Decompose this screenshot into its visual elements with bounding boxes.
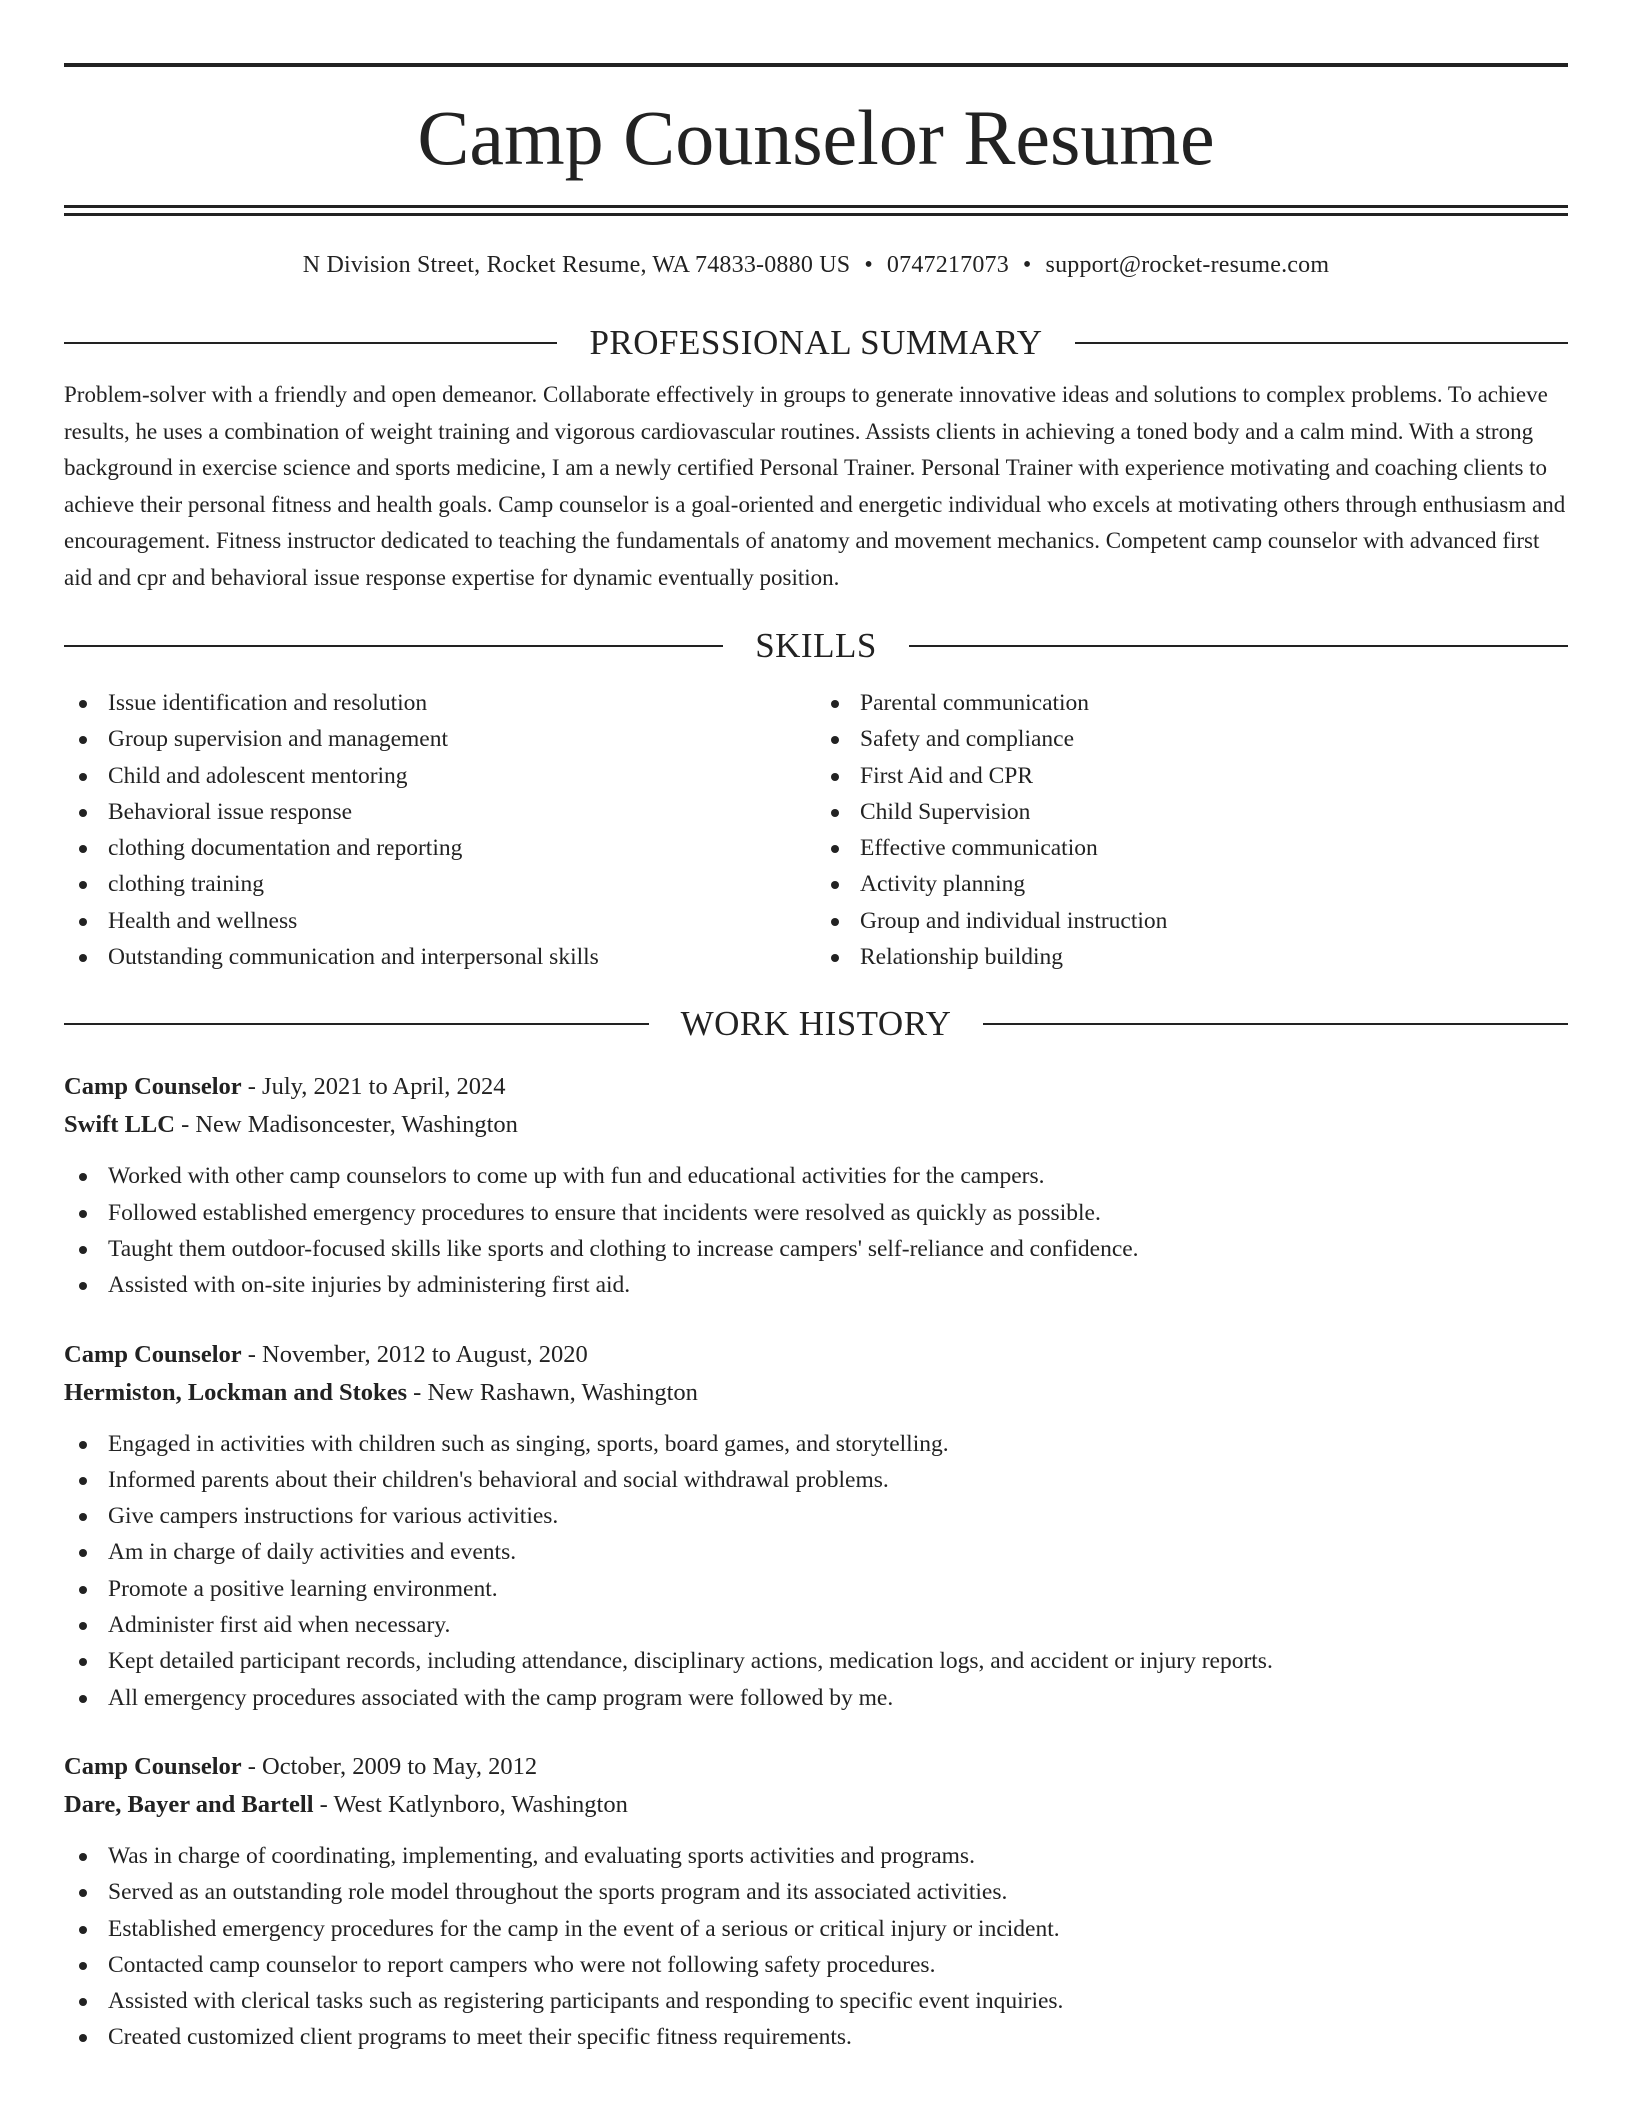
job-bullet: Administer first aid when necessary. <box>64 1607 1568 1643</box>
skill-item: Group supervision and management <box>64 721 816 757</box>
job-company-line <box>64 1106 1568 1144</box>
job-title: Camp Counselor <box>64 1073 242 1101</box>
job-location: - West Katlynboro, Washington <box>313 1790 628 1818</box>
job-title-line <box>64 1336 1568 1374</box>
contact-separator: • <box>1022 252 1032 278</box>
job-bullet: Promote a positive learning environment. <box>64 1571 1568 1607</box>
heading-rule-right <box>1075 342 1568 344</box>
summary-heading <box>64 325 1568 360</box>
job-dates: - October, 2009 to May, 2012 <box>241 1752 538 1780</box>
skill-item: Health and wellness <box>64 903 816 939</box>
skill-item: Effective communication <box>816 830 1568 866</box>
skill-item: Outstanding communication and interpersonal skills <box>64 939 816 975</box>
job-company: Swift LLC <box>64 1111 175 1139</box>
job-bullet: Worked with other camp counselors to come up with fun and educational activities for the campers. <box>64 1158 1568 1194</box>
job-title: Camp Counselor <box>64 1752 242 1780</box>
skills-list-left <box>64 685 816 975</box>
contact-email: support@rocket-resume.com <box>1045 252 1330 278</box>
job-bullet: Informed parents about their children's behavioral and social withdrawal problems. <box>64 1462 1568 1498</box>
skill-item: Parental communication <box>816 685 1568 721</box>
skills-list-right <box>816 685 1568 975</box>
job-bullet: Am in charge of daily activities and events. <box>64 1534 1568 1570</box>
top-rule <box>64 63 1568 67</box>
skill-item: Child Supervision <box>816 794 1568 830</box>
skill-item: Activity planning <box>816 866 1568 902</box>
job-location: - New Madisoncester, Washington <box>174 1111 518 1139</box>
skill-item: Group and individual instruction <box>816 903 1568 939</box>
job-bullets <box>64 1158 1568 1303</box>
heading-rule-left <box>64 342 557 344</box>
job-bullet: Taught them outdoor-focused skills like sports and clothing to increase campers' self-reliance and confidence. <box>64 1231 1568 1267</box>
job-title: Camp Counselor <box>64 1340 242 1368</box>
job-bullet: Engaged in activities with children such as singing, sports, board games, and storytelling. <box>64 1426 1568 1462</box>
heading-rule-right <box>909 645 1568 647</box>
contact-phone: 0747217073 <box>886 252 1009 278</box>
job-company-line <box>64 1786 1568 1824</box>
skill-item: clothing training <box>64 866 816 902</box>
page-title: Camp Counselor Resume <box>417 94 1215 181</box>
job-dates: - November, 2012 to August, 2020 <box>241 1340 588 1368</box>
skill-item: Child and adolescent mentoring <box>64 758 816 794</box>
job-company-line <box>64 1374 1568 1412</box>
job-company: Hermiston, Lockman and Stokes <box>64 1378 408 1406</box>
job-title-line <box>64 1068 1568 1106</box>
job-bullet: Give campers instructions for various activities. <box>64 1498 1568 1534</box>
skills-columns <box>64 685 1568 975</box>
skill-item: clothing documentation and reporting <box>64 830 816 866</box>
skill-item: Relationship building <box>816 939 1568 975</box>
job-bullet: Followed established emergency procedures to ensure that incidents were resolved as quickly as possible. <box>64 1195 1568 1231</box>
job-bullet: Assisted with clerical tasks such as registering participants and responding to specific event inquiries. <box>64 1983 1568 2019</box>
skills-heading <box>64 628 1568 663</box>
contact-line <box>64 253 1568 277</box>
job-bullet: Created customized client programs to meet their specific fitness requirements. <box>64 2019 1568 2055</box>
skill-item: Issue identification and resolution <box>64 685 816 721</box>
skills-column-right <box>816 685 1568 975</box>
job-entry <box>64 1748 1568 2056</box>
job-dates: - July, 2021 to April, 2024 <box>241 1073 506 1101</box>
job-entry <box>64 1336 1568 1716</box>
heading-rule-right <box>983 1023 1568 1025</box>
job-bullets <box>64 1838 1568 2056</box>
contact-separator: • <box>864 252 873 278</box>
job-entry <box>64 1068 1568 1303</box>
work-heading-label: WORK HISTORY <box>680 1004 952 1044</box>
skill-item: Behavioral issue response <box>64 794 816 830</box>
job-bullet: Established emergency procedures for the camp in the event of a serious or critical injury or incident. <box>64 1911 1568 1947</box>
job-bullet: Kept detailed participant records, including attendance, disciplinary actions, medication logs, and accident or injury reports. <box>64 1643 1568 1679</box>
job-bullet: Was in charge of coordinating, implementing, and evaluating sports activities and programs. <box>64 1838 1568 1874</box>
heading-rule-left <box>64 645 723 647</box>
contact-address: N Division Street, Rocket Resume, WA 74833-0880 US <box>302 252 851 278</box>
skill-item: Safety and compliance <box>816 721 1568 757</box>
skills-column-left <box>64 685 816 975</box>
summary-text: Problem-solver with a friendly and open demeanor. Collaborate effectively in groups to generate innovative ideas and solutions to complex problems. To achieve results, he uses a combination of weight training and vigorous cardiovascular routines. Assists clients in achieving a toned body and a calm mind. With a strong background in exercise science and sports medicine, I am a newly certified Personal Trainer. Personal Trainer with experience motivating and coaching clients to achieve their personal fitness and health goals. Camp counselor is a goal-oriented and energetic individual who excels at motivating others through enthusiasm and encouragement. Fitness instructor dedicated to teaching the fundamentals of anatomy and movement mechanics. Competent camp counselor with advanced first aid and cpr and behavioral issue response expertise for dynamic eventually position. <box>64 382 1566 590</box>
job-bullet: Served as an outstanding role model throughout the sports program and its associated activities. <box>64 1874 1568 1910</box>
heading-rule-left <box>64 1023 649 1025</box>
work-heading <box>64 1004 1568 1044</box>
summary-heading-label: PROFESSIONAL SUMMARY <box>589 323 1043 362</box>
skills-heading-label: SKILLS <box>755 626 877 665</box>
job-title-line <box>64 1748 1568 1786</box>
job-company: Dare, Bayer and Bartell <box>64 1790 314 1818</box>
job-bullet: Contacted camp counselor to report campers who were not following safety procedures. <box>64 1947 1568 1983</box>
job-bullet: All emergency procedures associated with the camp program were followed by me. <box>64 1680 1568 1716</box>
skill-item: First Aid and CPR <box>816 758 1568 794</box>
job-location: - New Rashawn, Washington <box>407 1378 698 1406</box>
title-double-rule <box>64 205 1568 216</box>
job-bullets <box>64 1426 1568 1716</box>
job-bullet: Assisted with on-site injuries by administering first aid. <box>64 1267 1568 1303</box>
